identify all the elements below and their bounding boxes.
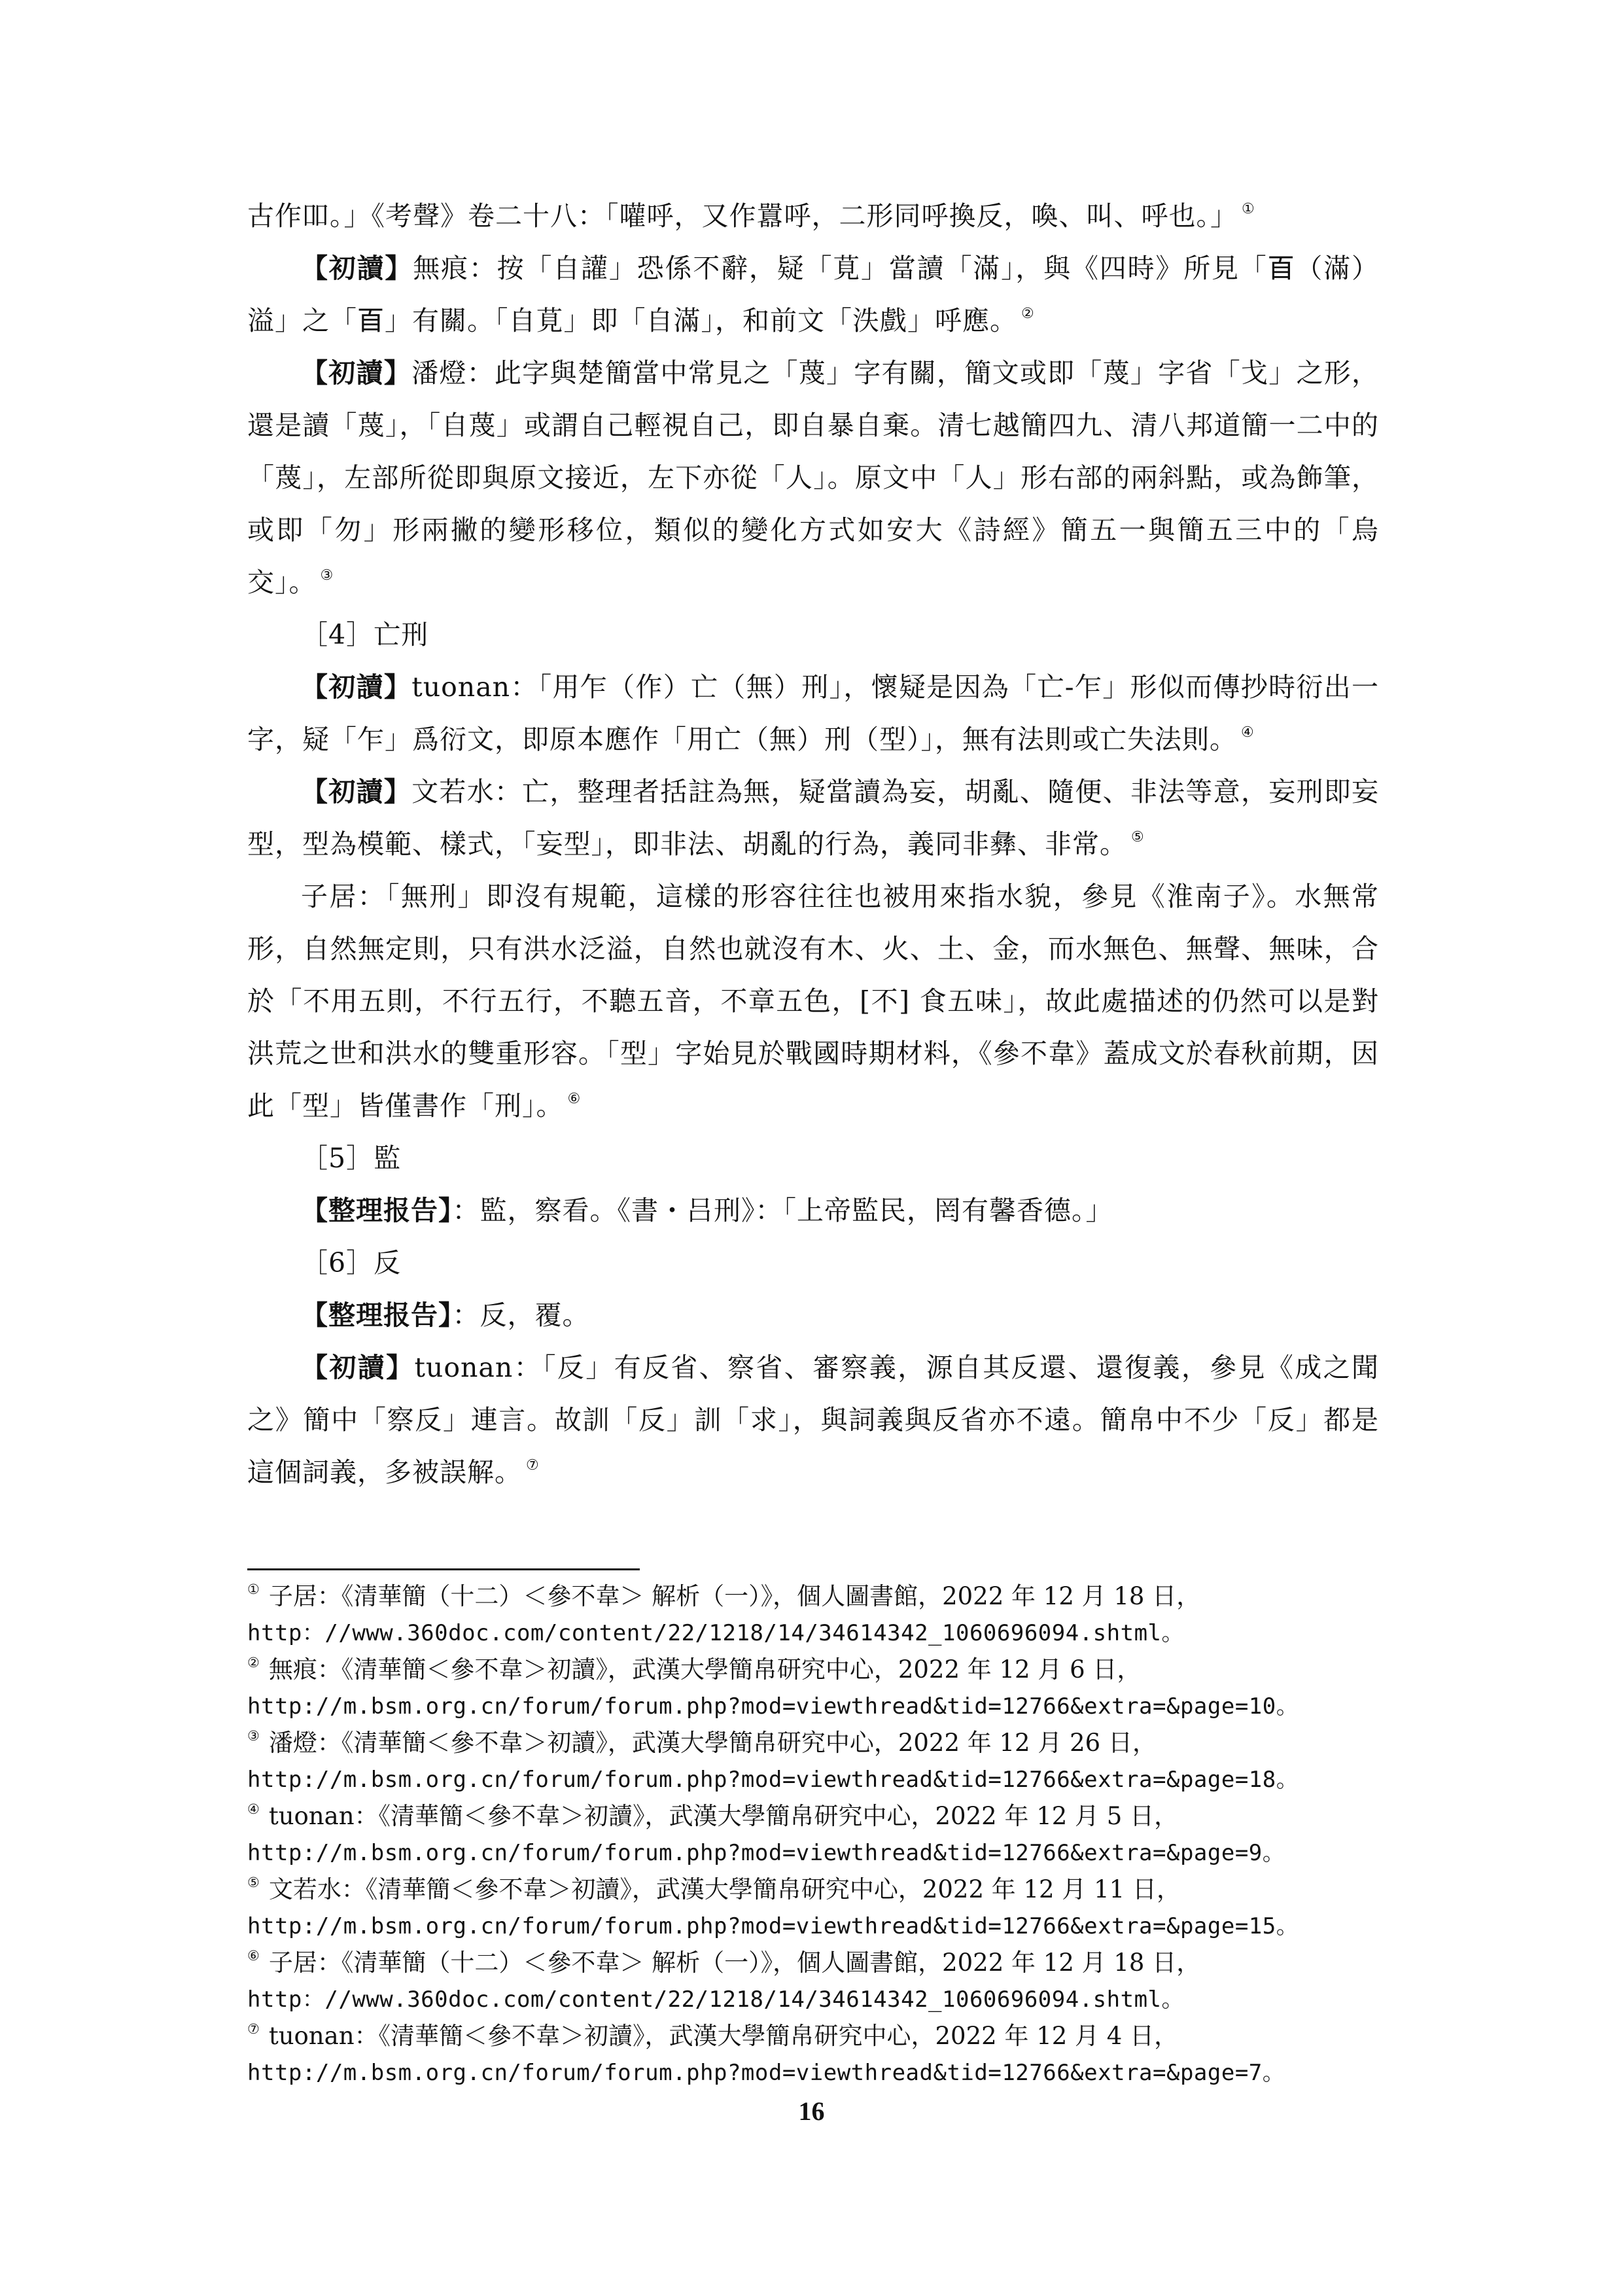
paragraph: [247, 1289, 1379, 1341]
section-tag: 【初讀】: [301, 671, 412, 703]
footnote: [247, 1871, 1379, 1945]
footnotes: [247, 1578, 1379, 2091]
section-tag: 【初讀】: [301, 1352, 415, 1383]
footnote-mark: ③: [247, 1728, 260, 1744]
footnote-ref[interactable]: ③: [320, 567, 334, 584]
footnote: [247, 2018, 1379, 2091]
footnote-text: 文若水：《清華簡＜參不韋＞初讀》，武漢大學簡帛研究中心，2022 年 12 月 11 日，: [268, 1875, 1181, 1903]
section-tag: 【整理报告】: [301, 1195, 453, 1226]
footnote-ref[interactable]: ⑥: [567, 1091, 582, 1107]
footnote-ref[interactable]: ④: [1241, 724, 1255, 741]
paragraph-text: tuonan：「反」有反省、察省、審察義，源自其反還、還復義，參見《成之聞之》簡中「察反」連言。故訓「反」訓「求」，與詞義與反省亦不遠。簡帛中不少「反」都是這個詞義，多被誤解。: [247, 1352, 1379, 1488]
footnote-mark: ⑦: [247, 2021, 260, 2037]
footnote-text: tuonan：《清華簡＜參不韋＞初讀》，武漢大學簡帛研究中心，2022 年 12 月 5 日，: [268, 1802, 1179, 1830]
paragraph: [247, 1341, 1379, 1498]
paragraph-text: 古作吅。」《考聲》卷二十八：「嚾呼，又作囂呼，二形同呼換反，喚、叫、呼也。」: [247, 200, 1238, 232]
section-tag: 【初讀】: [301, 776, 412, 807]
footnote-ref[interactable]: ⑤: [1131, 829, 1145, 845]
footnote-mark: ④: [247, 1801, 260, 1817]
section-tag: 【整理报告】: [301, 1299, 453, 1331]
footnote-mark: ①: [247, 1581, 260, 1597]
footnote-ref[interactable]: ②: [1021, 306, 1035, 322]
section-heading: ［4］亡刑: [301, 619, 429, 650]
footnote-mark: ②: [247, 1655, 260, 1670]
footnote: [247, 1798, 1379, 1871]
footnote-url[interactable]: http://m.bsm.org.cn/forum/forum.php?mod=viewthread&tid=12766&extra=&page=7。: [247, 2060, 1285, 2086]
footnote-mark: ⑥: [247, 1948, 260, 1964]
paragraph: [247, 347, 1379, 609]
footnote-ref[interactable]: ①: [1242, 201, 1255, 217]
footnote-url[interactable]: http://m.bsm.org.cn/forum/forum.php?mod=viewthread&tid=12766&extra=&page=18。: [247, 1767, 1299, 1793]
footnote-text: tuonan：《清華簡＜參不韋＞初讀》，武漢大學簡帛研究中心，2022 年 12 月 4 日，: [268, 2022, 1179, 2050]
main-text: [247, 190, 1379, 1498]
footnote: [247, 1945, 1379, 2018]
paragraph: [247, 766, 1379, 870]
paragraph: [247, 661, 1379, 766]
page-number: 16: [798, 2096, 825, 2126]
footnote-text: 子居：《清華簡（十二）＜參不韋＞ 解析（一）》，個人圖書館，2022 年 12 月 18 日，: [268, 1582, 1201, 1610]
footnote: [247, 1578, 1379, 1651]
section-heading: ［6］反: [301, 1247, 402, 1279]
footnote: [247, 1725, 1379, 1798]
footnote-ref[interactable]: ⑦: [526, 1457, 540, 1474]
paragraph: [247, 242, 1379, 347]
paragraph-text: 子居：「無刑」即沒有規範，這樣的形容往往也被用來指水貌，參見《淮南子》。水無常形，自然無定則，只有洪水泛溢，自然也就沒有木、火、土、金，而水無色、無聲、無味，合於「不用五則，不行五行，不聽五音，不章五色，[不] 食五味」，故此處描述的仍然可以是對洪荒之世和洪水的雙重形容。「型」字始見於戰國時期材料，《參不韋》蓋成文於春秋前期，因此「型」皆僅書作「刑」。: [247, 881, 1379, 1122]
paragraph: [247, 870, 1379, 1132]
footnote: [247, 1651, 1379, 1725]
footnote-url[interactable]: http：//www.360doc.com/content/22/1218/14/34614342_1060696094.shtml。: [247, 1987, 1185, 2013]
footnote-url[interactable]: http://m.bsm.org.cn/forum/forum.php?mod=viewthread&tid=12766&extra=&page=15。: [247, 1913, 1299, 1939]
section-heading: ［5］監: [301, 1142, 402, 1174]
footnote-url[interactable]: http：//www.360doc.com/content/22/1218/14/34614342_1060696094.shtml。: [247, 1620, 1185, 1646]
section-tag: 【初讀】: [301, 253, 413, 284]
footnote-text: 子居：《清華簡（十二）＜參不韋＞ 解析（一）》，個人圖書館，2022 年 12 月 18 日，: [268, 1949, 1201, 1977]
footnote-url[interactable]: http://m.bsm.org.cn/forum/forum.php?mod=viewthread&tid=12766&extra=&page=9。: [247, 1840, 1285, 1866]
footnote-mark: ⑤: [247, 1875, 260, 1890]
footnote-text: 無痕：《清華簡＜參不韋＞初讀》，武漢大學簡帛研究中心，2022 年 12 月 6 日，: [268, 1655, 1142, 1684]
paragraph-text: 無痕：按「自讙」恐係不辭，疑「莧」當讀「滿」，與《四時》所見「𦣻（滿）溢」之「𦣻」有關。「自莧」即「自滿」，和前文「泆戲」呼應。: [247, 253, 1380, 336]
paragraph-text: ：監，察看。《書・吕刑》：「上帝監民，罔有馨香德。」: [452, 1195, 1113, 1226]
paragraph: [247, 190, 1379, 242]
paragraph-text: ：反，覆。: [452, 1299, 590, 1331]
footnote-text: 潘燈：《清華簡＜參不韋＞初讀》，武漢大學簡帛研究中心，2022 年 12 月 26 日，: [268, 1729, 1157, 1757]
paragraph-text: 潘燈：此字與楚簡當中常見之「蔑」字有關，簡文或即「蔑」字省「戈」之形，還是讀「蔑」，「自蔑」或謂自己輕視自己，即自暴自棄。清七越簡四九、清八邦道簡一二中的「蔑」，左部所從即與原文接近，左下亦從「人」。原文中「人」形右部的兩斜點，或為飾筆，或即「勿」形兩撇的變形移位，類似的變化方式如安大《詩經》簡五一與簡五三中的「烏交」。: [247, 357, 1380, 598]
footnote-separator: [247, 1568, 640, 1570]
section-tag: 【初讀】: [301, 357, 412, 389]
paragraph: [247, 1184, 1379, 1237]
footnote-url[interactable]: http://m.bsm.org.cn/forum/forum.php?mod=viewthread&tid=12766&extra=&page=10。: [247, 1693, 1299, 1720]
paragraph-text: tuonan：「用乍（作）亡（無）刑」，懷疑是因為「亡-乍」形似而傳抄時衍出一字，疑「乍」爲衍文，即原本應作「用亡（無）刑（型）」，無有法則或亡失法則。: [247, 671, 1380, 755]
paragraph-text: 文若水：亡，整理者括註為無，疑當讀為妄，胡亂、隨便、非法等意，妄刑即妄型，型為模範、樣式，「妄型」，即非法、胡亂的行為，義同非彝、非常。: [247, 776, 1380, 860]
